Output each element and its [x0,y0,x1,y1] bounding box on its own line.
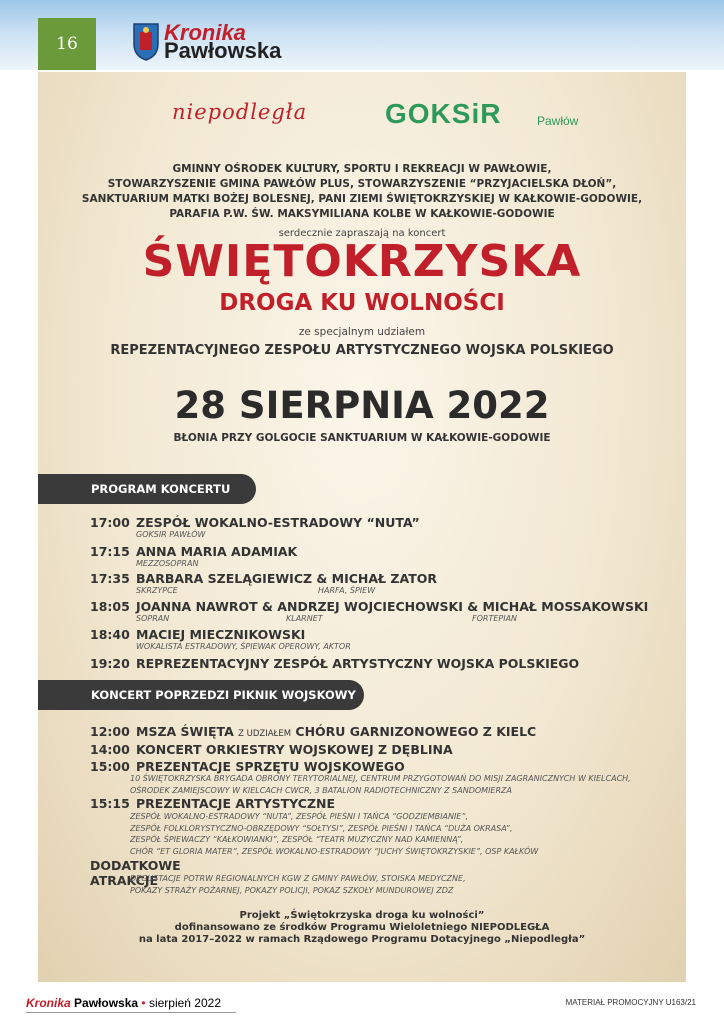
organizer-line: SANKTUARIUM MATKI BOŻEJ BOLESNEJ, PANI ZIEMI ŚWIĘTOKRZYSKIEJ W KAŁKOWIE-GODOWIE, [81,193,643,205]
program-performer: JOANNA NAWROT & ANDRZEJ WOJCIECHOWSKI & MICHAŁ MOSSAKOWSKI [136,599,649,614]
program-role: SKRZYPCE [136,586,178,595]
picnic-heading-bar: KONCERT POPRZEDZI PIKNIK WOJSKOWY [38,680,364,710]
description-line: DEGUSTACJE POTRW REGIONALNYCH KGW Z GMINY PAWŁÓW, STOISKA MEDYCZNE, [130,874,466,883]
picnic-title: PREZENTACJE ARTYSTYCZNE [136,796,336,811]
footer-brand-kronika: Kronika [26,996,71,1010]
event-date: 28 SIERPNIA 2022 [174,384,550,427]
program-role: GOKSIR PAWŁÓW [136,530,206,539]
program-time: 18:40 [90,627,130,642]
program-performer: ZESPÓŁ WOKALNO-ESTRADOWY “NUTA” [136,515,420,530]
organizer-line: PARAFIA P.W. ŚW. MAKSYMILIANA KOLBE W KAŁKOWIE-GODOWIE [169,208,555,220]
equipment-description [130,773,631,796]
program-time: 19:20 [90,656,130,671]
masthead-title-kronika: Kronika [164,20,246,45]
picnic-time: 14:00 [90,742,130,757]
program-role: FORTEPIAN [472,614,518,623]
program-role: HARFA, ŚPIEW [318,586,376,595]
footer-brand-pawlowska: Pawłowska [74,996,139,1010]
description-line: ZESPÓŁ ŚPIEWACZY “KAŁKOWIANKI”, ZESPÓŁ “TEATR MUZYCZNY NAD KAMIENNĄ”, [130,835,464,844]
goksir-logo-subtitle: Pawłów [537,114,579,128]
picnic-time: 12:00 [90,724,130,739]
footer-divider [26,1012,236,1013]
masthead-title-pawlowska: Pawłowska [164,38,282,63]
event-venue: BŁONIA PRZY GOLGOCIE SANKTUARIUM W KAŁKOWIE-GODOWIE [173,432,551,444]
picnic-time: 15:15 [90,796,130,811]
picnic-title: PREZENTACJE SPRZĘTU WOJSKOWEGO [136,759,405,774]
footer-issue: sierpień 2022 [148,996,221,1010]
funding-note [38,910,686,946]
organizer-line: GMINNY OŚRODEK KULTURY, SPORTU I REKREACJI W PAWŁOWIE, [172,163,552,175]
program-time: 18:05 [90,599,130,614]
program-role: WOKALISTA ESTRADOWY, ŚPIEWAK OPEROWY, AKTOR [136,642,351,651]
extras-description [130,873,466,896]
footer-brand [26,996,221,1010]
description-line: CHÓR “ET GLORIA MATER”, ZESPÓŁ WOKALNO-ESTRADOWY “JUCHY ŚWIĘTOKRZYSKIE”, OSP KAŁKÓW [130,846,539,856]
picnic-title [136,724,536,739]
program-performer: BARBARA SZELĄGIEWICZ & MICHAŁ ZATOR [136,571,437,586]
program-performer: ANNA MARIA ADAMIAK [136,544,298,559]
concert-subtitle: DROGA KU WOLNOŚCI [219,290,505,316]
extras-title: DODATKOWE ATRAKCJE [90,858,181,888]
funding-line: Projekt „Świętokrzyska droga ku wolności” [239,910,485,921]
description-line: OŚRODEK ZAMIEJSCOWY W KIELCACH CWCR, 3 BATALION RADIOTECHNICZNY Z SANDOMIERZA [130,785,512,795]
description-line: ZESPÓŁ FOLKLORYSTYCZNO-OBRZĘDOWY “SOŁTYSI”, ZESPÓŁ PIEŚNI I TAŃCA “DUŻA OKRASA”, [130,823,513,833]
organizers-list [38,162,686,222]
description-line: 10 ŚWIĘTOKRZYSKA BRYGADA OBRONY TERYTORIALNEJ, CENTRUM PRZYGOTOWAŃ DO MISJI ZAGRANICZNYCH W KIELCACH, [130,774,631,783]
program-time: 17:35 [90,571,130,586]
organizer-line: STOWARZYSZENIE GMINA PAWŁÓW PLUS, STOWARZYSZENIE “PRZYJACIELSKA DŁOŃ”, [107,178,617,190]
sky-header-band [0,0,724,70]
special-guest-name: REPEZENTACYJNEGO ZESPOŁU ARTYSTYCZNEGO WOJSKA POLSKIEGO [110,343,614,358]
funding-line: na lata 2017–2022 w ramach Rządowego Programu Dotacyjnego „Niepodległa” [138,934,586,945]
picnic-title: KONCERT ORKIESTRY WOJSKOWEJ Z DĘBLINA [136,742,453,757]
program-performer: MACIEJ MIECZNIKOWSKI [136,627,306,642]
mass-label: MSZA ŚWIĘTA [136,724,234,739]
program-time: 17:00 [90,515,130,530]
coat-of-arms-icon [132,22,160,62]
page-number: 16 [38,18,96,70]
program-role: MEZZOSOPRAN [136,559,199,568]
footer-separator: • [138,996,149,1010]
program-role: KLARNET [286,614,323,623]
invitation-text: serdecznie zapraszają na koncert [278,228,446,239]
program-heading-bar: PROGRAM KONCERTU [38,474,256,504]
description-line: ZESPÓŁ WOKALNO-ESTRADOWY “NUTA”, ZESPÓŁ PIEŚNI I TAŃCA “GODZIEMBIANIE”, [130,812,469,821]
picnic-time: 15:00 [90,759,130,774]
footer-promo-note: MATERIAŁ PROMOCYJNY U163/21 [565,998,696,1007]
program-performer: REPREZENTACYJNY ZESPÓŁ ARTYSTYCZNY WOJSKA POLSKIEGO [136,656,580,671]
niepodlegla-logo: niepodległa [172,100,308,124]
choir-name: CHÓRU GARNIZONOWEGO Z KIELC [295,724,537,739]
special-guest-intro: ze specjalnym udziałem [298,326,426,338]
program-time: 17:15 [90,544,130,559]
concert-title: ŚWIĘTOKRZYSKA [142,236,582,287]
description-line: POKAZY STRAŻY POŻARNEJ, POKAZY POLICJI, POKAZ SZKOŁY MUNDUROWEJ ZDZ [130,885,454,895]
funding-line: dofinansowano ze środków Programu Wieloletniego NIEPODLEGŁA [174,922,550,933]
goksir-logo: GOKSiR [385,98,502,129]
artistic-description [130,811,538,857]
program-role: SOPRAN [136,614,170,623]
mass-connector: Z UDZIAŁEM [238,729,292,739]
